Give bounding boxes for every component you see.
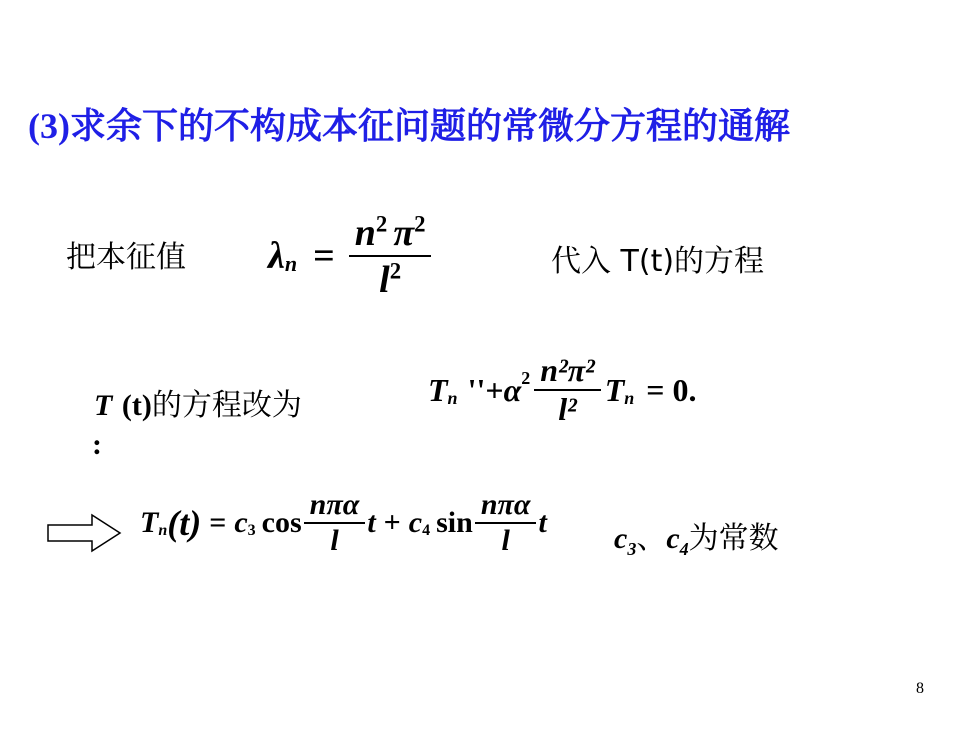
label-T: T <box>94 389 113 422</box>
num-pi-power: 2 <box>414 211 426 237</box>
num-n-power: 2 <box>375 211 388 237</box>
const-c4-sub: 4 <box>679 539 689 559</box>
sol-t2: t <box>538 505 547 539</box>
sol-arg: (t) <box>167 502 202 543</box>
label-t: (t) <box>121 389 152 422</box>
const-c3-sub: 3 <box>627 539 637 559</box>
fraction-denominator <box>373 257 407 302</box>
lambda-symbol: λ <box>268 235 285 277</box>
implies-arrow-icon <box>46 513 122 553</box>
sol-cos: cos <box>261 505 302 539</box>
eq-T-sub: n <box>447 387 458 408</box>
sol-t1: t <box>367 505 376 539</box>
label-rest: 的方程改为 <box>151 388 302 423</box>
eq-alpha-power: 2 <box>521 367 531 388</box>
const-sep: 、 <box>636 521 667 556</box>
sol-sin: sin <box>436 505 473 539</box>
const-c4: c <box>666 522 680 555</box>
eigenvalue-fraction <box>349 210 432 302</box>
eq-T2: T <box>604 371 625 408</box>
constants-note <box>614 513 779 560</box>
sol-eq: = <box>209 505 227 539</box>
general-solution <box>140 488 547 558</box>
title-prefix: (3) <box>28 106 70 146</box>
sol-frac2-num: nπα <box>480 488 531 521</box>
label-colon: : <box>92 428 102 461</box>
sol-c3: c <box>234 505 248 539</box>
sol-c4-sub: 4 <box>422 521 431 539</box>
sol-frac1-num: nπα <box>309 488 360 521</box>
const-c3: c <box>614 522 628 555</box>
sol-T: T <box>140 505 159 539</box>
fraction-numerator <box>349 210 432 255</box>
t-equation <box>428 352 697 428</box>
page-number: 8 <box>916 680 924 697</box>
num-pi: π <box>393 212 415 254</box>
num-n: n <box>354 212 376 254</box>
equals-sign: = <box>313 235 335 277</box>
den-l-power: 2 <box>389 258 402 284</box>
sol-frac1-den: l <box>330 523 339 557</box>
sol-frac2-den: l <box>501 523 510 557</box>
sol-fraction-1 <box>304 488 366 558</box>
lambda-subscript: n <box>284 251 298 276</box>
sol-T-sub: n <box>158 521 168 539</box>
eq-T2-sub: n <box>624 387 635 408</box>
title-text: 求余下的不构成本征问题的常微分方程的通解 <box>69 106 790 147</box>
substitute-text: 代入 T(t)的方程 <box>551 244 765 279</box>
eq-fraction-num: n²π² <box>540 352 595 388</box>
eq-plus: + <box>485 371 504 408</box>
page-title <box>28 98 790 149</box>
eq-primes: '' <box>467 371 486 408</box>
eq-alpha: α <box>503 371 522 408</box>
sol-c3-sub: 3 <box>247 521 256 539</box>
eq-T: T <box>428 371 448 408</box>
sol-plus: + <box>383 505 401 539</box>
eigenvalue-formula <box>268 210 431 302</box>
den-l: l <box>379 259 390 301</box>
const-text: 为常数 <box>688 521 779 556</box>
sol-fraction-2 <box>475 488 537 558</box>
eq-fraction-den: l² <box>558 391 577 427</box>
eigenvalue-label: 把本征值 <box>66 240 186 275</box>
eq-rhs: = 0. <box>646 371 697 408</box>
eq-fraction <box>534 352 600 428</box>
sol-c4: c <box>408 505 423 539</box>
equation-change-label <box>94 380 302 424</box>
